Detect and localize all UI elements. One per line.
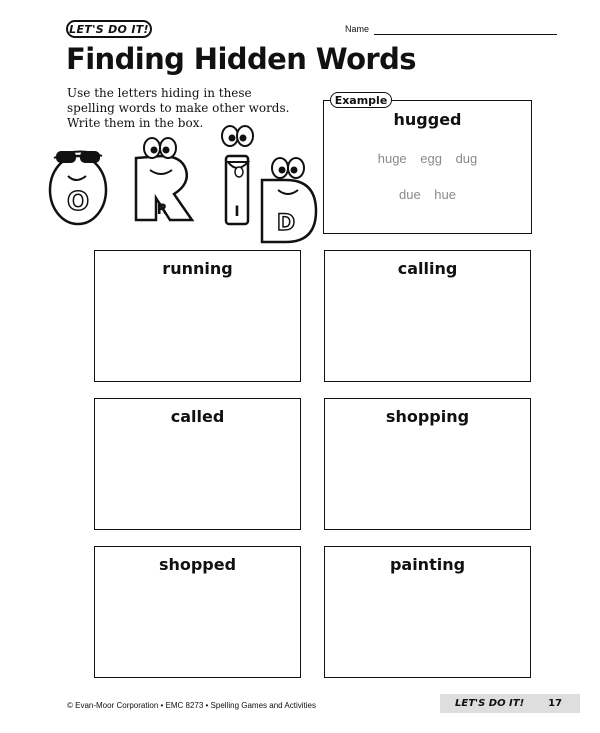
name-line[interactable] xyxy=(374,34,557,35)
mascot-letter: O xyxy=(66,187,90,217)
answer-box-running[interactable] xyxy=(94,250,301,382)
instructions-line: Write them in the box. xyxy=(67,116,204,130)
example-answers: due hue xyxy=(399,187,456,202)
answer-box-calling[interactable] xyxy=(324,250,531,382)
instructions-line: spelling words to make other words. xyxy=(67,101,290,115)
name-label: Name xyxy=(345,24,370,34)
example-tab: Example xyxy=(330,92,392,108)
instructions-line: Use the letters hiding in these xyxy=(67,86,252,100)
example-answers: huge egg dug xyxy=(377,151,478,166)
spelling-word: shopped xyxy=(158,555,237,574)
footer-bar xyxy=(440,694,580,713)
mascot-letter: I xyxy=(234,204,240,220)
spelling-word: running xyxy=(162,259,233,278)
page-number: 17 xyxy=(548,698,563,709)
mascot-letter: R xyxy=(156,202,168,218)
answer-box-called[interactable] xyxy=(94,398,301,530)
answer-box-painting[interactable] xyxy=(324,546,531,678)
answer-box-shopping[interactable] xyxy=(324,398,531,530)
mascot-letter: D xyxy=(276,211,296,236)
letter-d-character-icon xyxy=(262,158,316,242)
spelling-word: painting xyxy=(389,555,466,574)
footer-badge: LET'S DO IT! xyxy=(455,698,525,709)
letter-r-character-icon xyxy=(136,138,192,220)
spelling-word: called xyxy=(170,407,225,426)
spelling-word: calling xyxy=(397,259,458,278)
example-word: hugged xyxy=(393,110,462,129)
example-box xyxy=(323,100,532,234)
letter-i-character-icon xyxy=(222,126,253,224)
letter-o-sunglasses-icon xyxy=(50,151,106,224)
lets-do-it-badge: LET'S DO IT! xyxy=(66,20,152,38)
page-title: Finding Hidden Words xyxy=(66,42,416,76)
letter-mascots xyxy=(40,118,320,248)
answer-box-shopped[interactable] xyxy=(94,546,301,678)
footer-copyright: © Evan-Moor Corporation • EMC 8273 • Spelling Games and Activities xyxy=(67,701,316,710)
spelling-word: shopping xyxy=(385,407,470,426)
